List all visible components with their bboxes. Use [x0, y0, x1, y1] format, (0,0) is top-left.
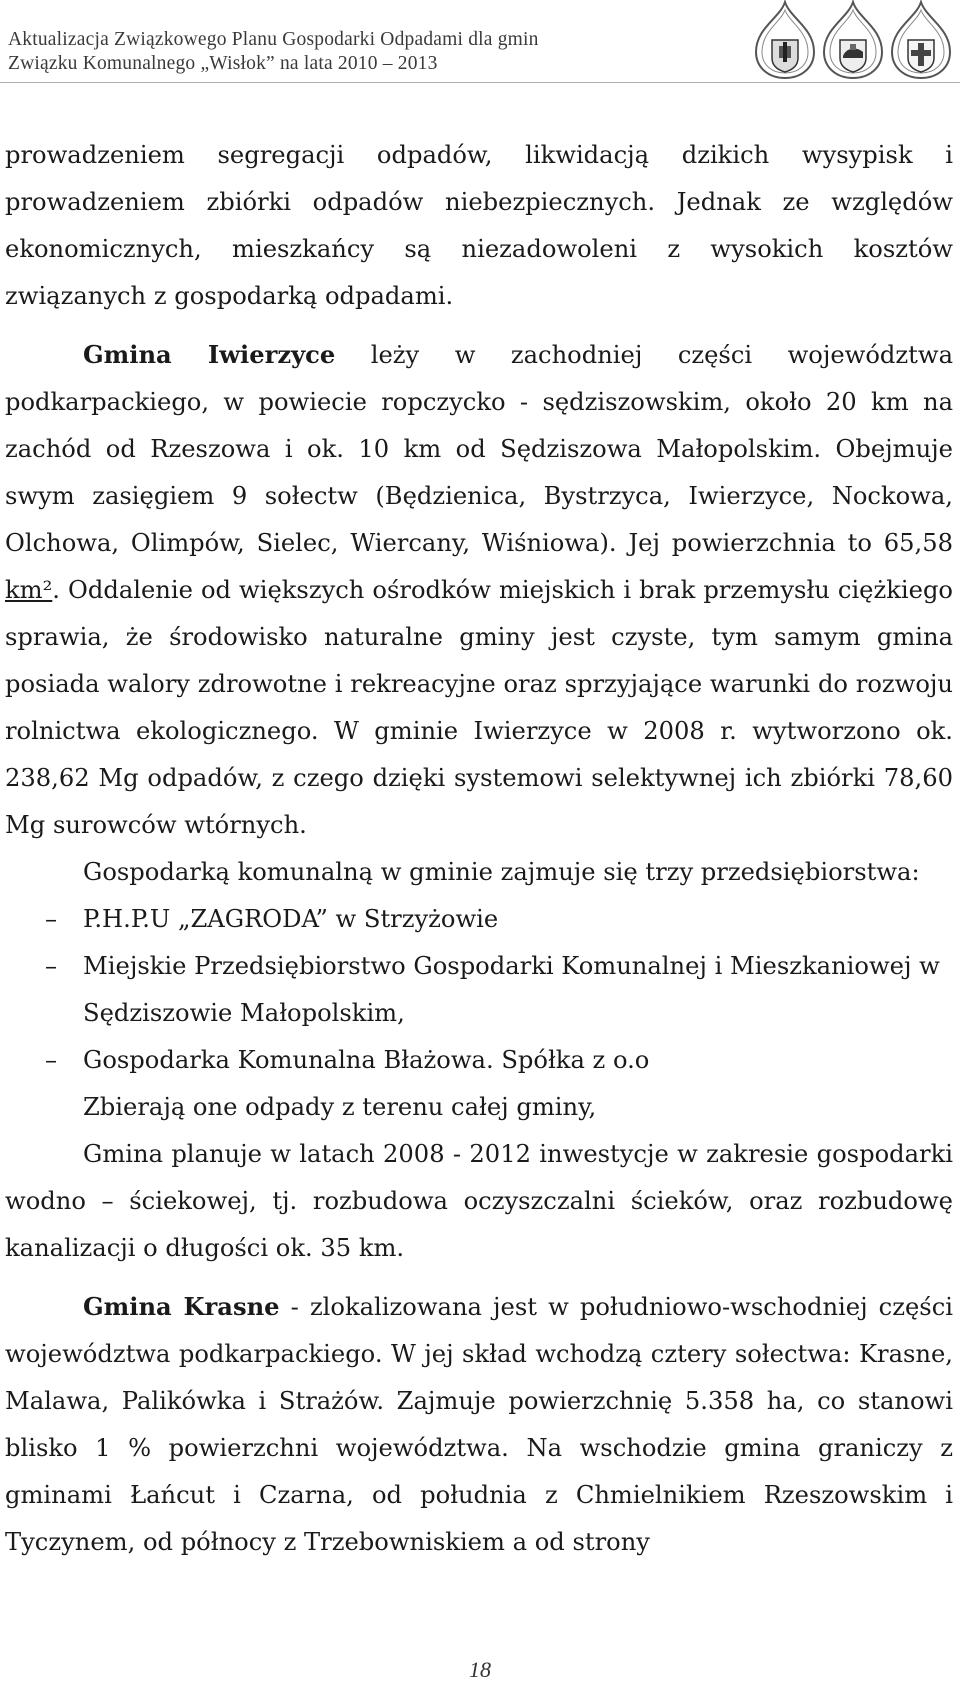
header-divider [0, 82, 960, 83]
paragraph-gmina-iwierzyce [5, 331, 953, 849]
paragraph-investments: Gmina planuje w latach 2008 - 2012 inwestycje w zakresie gospodarki wodno – ściekowej, tj. rozbudowa oczyszczalni ścieków, oraz rozbudowę kanalizacji o długości ok. 35 km. [5, 1140, 953, 1262]
paragraph-text: . Oddalenie od większych ośrodków miejskich i brak przemysłu ciężkiego sprawia, że środowisko naturalne gminy jest czyste, tym samym gmina posiada walory zdrowotne i rekreacyjne oraz sprzyjające warunki do rozwoju rolnictwa ekologicznego. W gminie Iwierzyce w 2008 r. wytworzono ok. 238,62 Mg odpadów, z czego dzięki systemowi selektywnej ich zbiórki 78,60 Mg surowców wtórnych. [5, 576, 953, 839]
area-unit: km² [5, 576, 53, 604]
coat-of-arms-icon [888, 0, 954, 80]
enterprise-list [5, 896, 953, 1084]
paragraph-enterprises-intro: Gospodarką komunalną w gminie zajmuje się trzy przedsiębiorstwa: [83, 858, 920, 886]
page-number: 18 [469, 1657, 491, 1682]
gmina-name-bold: Gmina Iwierzyce [83, 340, 336, 369]
list-item [5, 943, 953, 1037]
gmina-name-bold: Gmina Krasne [83, 1292, 280, 1321]
list-item-text: P.H.P.U „ZAGRODA” w Strzyżowie [83, 905, 499, 933]
title-line-1: Aktualizacja Związkowego Planu Gospodarki Odpadami dla gmin [8, 29, 539, 50]
list-item [5, 896, 953, 943]
paragraph-collection-note: Zbierają one odpady z terenu całej gminy, [83, 1093, 597, 1121]
dash-bullet: – [45, 1046, 58, 1074]
paragraph-gmina-krasne [5, 1283, 953, 1566]
paragraph-text: - zlokalizowana jest w południowo-wschodniej części województwa podkarpackiego. W jej skład wchodzą cztery sołectwa: Krasne, Malawa, Palikówka i Strażów. Zajmuje powierzchnię 5.358 ha, co stanowi blisko 1 % powierzchni województwa. Na wschodzie gmina graniczy z gminami Łańcut i Czarna, od południa z Chmielnikiem Rzeszowskim i Tyczynem, od północy z Trzebowniskiem a od strony [5, 1293, 953, 1556]
coats-of-arms [748, 0, 958, 82]
list-item [5, 1037, 953, 1084]
document-title [8, 28, 539, 76]
page-header [0, 0, 960, 84]
list-item-text: Gospodarka Komunalna Błażowa. Spółka z o.o [83, 1046, 650, 1074]
dash-bullet: – [45, 905, 58, 933]
paragraph-text: leży w zachodniej części województwa podkarpackiego, w powiecie ropczycko - sędziszowskim, około 20 km na zachód od Rzeszowa i ok. 10 km od Sędziszowa Małopolskim. Obejmuje swym zasięgiem 9 sołectw (Będzienica, Bystrzyca, Iwierzyce, Nockowa, Olchowa, Olimpów, Sielec, Wiercany, Wiśniowa). Jej powierzchnia to 65,58 [5, 341, 954, 557]
document-body [5, 132, 953, 1566]
coat-of-arms-icon [820, 0, 886, 80]
dash-bullet: – [45, 952, 58, 980]
list-item-text: Miejskie Przedsiębiorstwo Gospodarki Komunalnej i Mieszkaniowej w Sędziszowie Małopolskim, [83, 952, 940, 1027]
coat-of-arms-icon [752, 0, 818, 80]
paragraph-intro-continuation: prowadzeniem segregacji odpadów, likwidacją dzikich wysypisk i prowadzeniem zbiórki odpadów niebezpiecznych. Jednak ze względów ekonomicznych, mieszkańcy są niezadowoleni z wysokich kosztów związanych z gospodarką odpadami. [5, 141, 953, 310]
title-line-2: Związku Komunalnego „Wisłok” na lata 2010 – 2013 [8, 53, 438, 74]
